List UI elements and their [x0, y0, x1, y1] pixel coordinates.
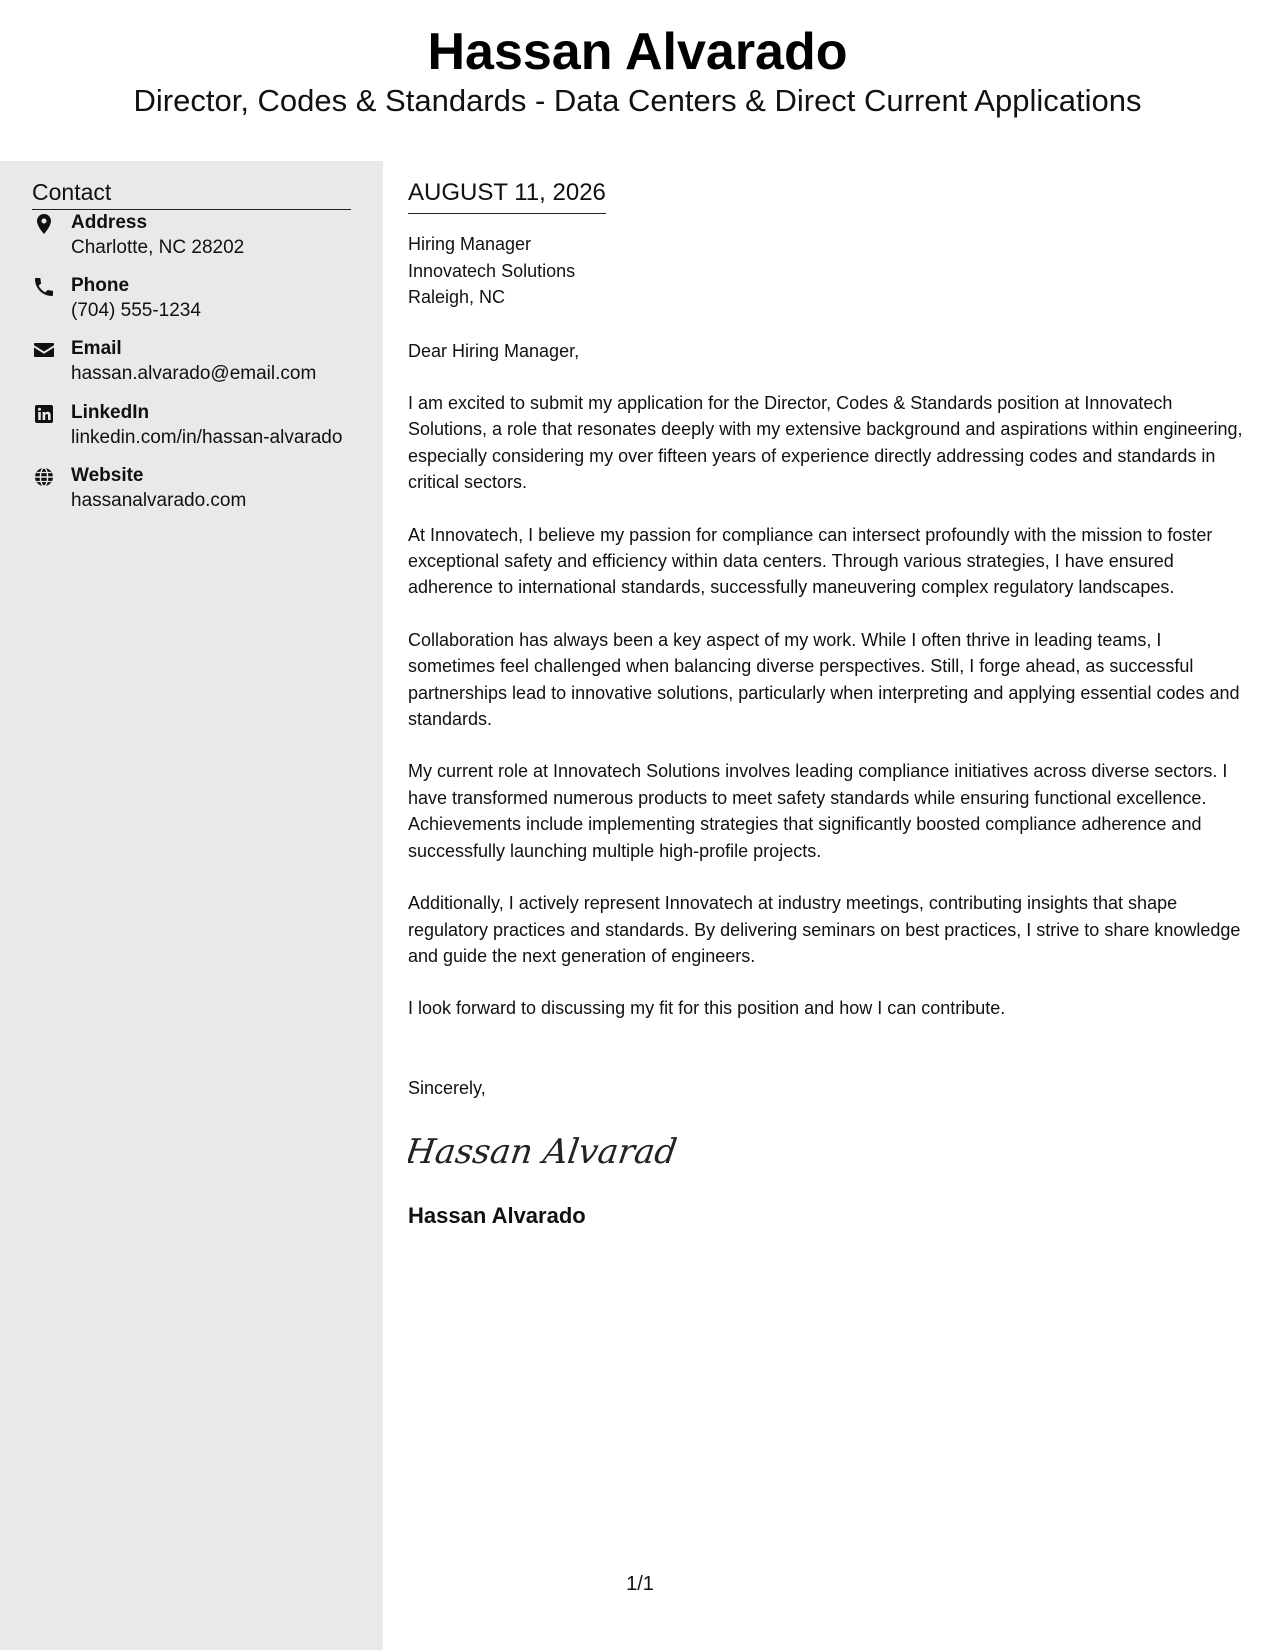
contact-label: Website	[71, 465, 144, 486]
signer-name: Hassan Alvarado	[408, 1203, 586, 1229]
contact-label: Email	[71, 338, 122, 359]
recipient-block	[408, 231, 1248, 311]
letter-paragraph: My current role at Innovatech Solutions involves leading compliance initiatives across diverse sectors. I have transformed numerous products to meet safety standards while ensuring functional excellence. Achievements include implementing strategies that significantly boosted compliance adherence and successfully launching multiple high-profile projects.	[408, 761, 1228, 861]
applicant-name: Hassan Alvarado	[427, 23, 848, 81]
contact-value: Charlotte, NC 28202	[71, 237, 245, 258]
signature-text: Hassan Alvarad	[408, 1132, 680, 1173]
map-pin-icon	[32, 212, 56, 236]
contact-value: hassan.alvarado@email.com	[71, 363, 317, 384]
linkedin-icon	[32, 402, 56, 426]
letter-paragraph: I look forward to discussing my fit for this position and how I can contribute.	[408, 998, 1006, 1019]
letter-paragraph: Additionally, I actively represent Innovatech at industry meetings, contributing insights that shape regulatory practices and standards. By delivering seminars on best practices, I strive to share knowledge and guide the next generation of engineers.	[408, 893, 1241, 966]
letter-paragraph: At Innovatech, I believe my passion for compliance can intersect profoundly with the mission to foster exceptional safety and efficiency within data centers. Through various strategies, I have ensured adherence to international standards, successfully maneuvering complex regulatory landscapes.	[408, 524, 1213, 598]
letter-body	[408, 170, 1248, 1230]
phone-icon	[32, 275, 56, 299]
salutation: Dear Hiring Manager,	[408, 340, 580, 361]
applicant-job-title: Director, Codes & Standards - Data Centers & Direct Current Applications	[133, 83, 1142, 118]
envelope-icon	[32, 338, 56, 362]
recipient-line: Hiring Manager	[408, 234, 532, 254]
contact-heading: Contact	[32, 177, 351, 210]
contact-label: LinkedIn	[71, 402, 150, 423]
letter-header	[0, 0, 1275, 160]
letter-paragraph: Collaboration has always been a key aspect of my work. While I often thrive in leading teams, I sometimes feel challenged when balancing diverse perspectives. Still, I forge ahead, as successful partnerships lead to innovative solutions, particularly when interpreting and applying essential codes and standards.	[408, 629, 1240, 730]
closing: Sincerely,	[408, 1077, 486, 1098]
contact-value: linkedin.com/in/hassan-alvarado	[71, 427, 343, 448]
recipient-line: Raleigh, NC	[408, 287, 506, 307]
recipient-line: Innovatech Solutions	[408, 260, 576, 281]
contact-label: Address	[71, 212, 148, 233]
handwritten-signature	[408, 1121, 688, 1181]
contact-value: (704) 555-1234	[71, 300, 201, 321]
letter-paragraph: I am excited to submit my application for the Director, Codes & Standards position at Innovatech Solutions, a role that resonates deeply with my extensive background and aspirations within engineering, especially considering my over fifteen years of experience directly addressing codes and standards in critical sectors.	[408, 393, 1243, 493]
globe-icon	[32, 465, 56, 489]
contact-value: hassanalvarado.com	[71, 490, 247, 511]
letter-date: AUGUST 11, 2026	[408, 177, 606, 214]
page-number: 1/1	[626, 1573, 654, 1595]
contact-label: Phone	[71, 275, 130, 296]
